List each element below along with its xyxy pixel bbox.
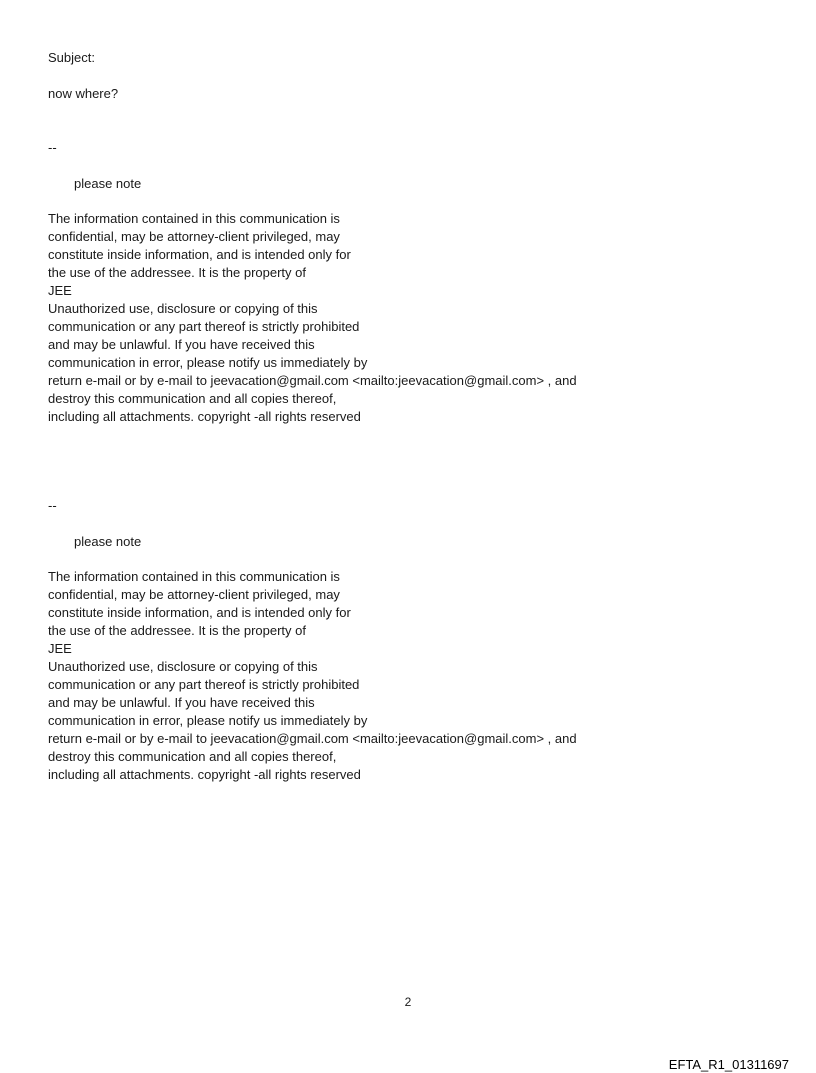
notice-line: destroy this communication and all copies thereof,	[48, 749, 337, 764]
document-id: EFTA_R1_01311697	[668, 1057, 789, 1072]
notice-line: communication in error, please notify us immediately by	[48, 713, 368, 728]
confidentiality-notice	[48, 210, 577, 426]
notice-line: destroy this communication and all copies thereof,	[48, 391, 337, 406]
notice-line: JEE	[48, 283, 72, 298]
notice-line: Unauthorized use, disclosure or copying of this	[48, 301, 318, 316]
subject-label: Subject:	[48, 50, 95, 65]
notice-line: constitute inside information, and is intended only for	[48, 247, 351, 262]
notice-line: JEE	[48, 641, 72, 656]
notice-line: communication in error, please notify us immediately by	[48, 355, 368, 370]
notice-line: return e-mail or by e-mail to jeevacation@gmail.com <mailto:jeevacation@gmail.com> , and	[48, 731, 577, 746]
notice-line: Unauthorized use, disclosure or copying of this	[48, 659, 318, 674]
notice-line: and may be unlawful. If you have received this	[48, 695, 315, 710]
signature-heading: please note	[74, 176, 142, 191]
signature-heading: please note	[74, 534, 142, 549]
notice-line: confidential, may be attorney-client privileged, may	[48, 587, 340, 602]
notice-line: including all attachments. copyright -all rights reserved	[48, 409, 361, 424]
notice-line: the use of the addressee. It is the property of	[48, 265, 306, 280]
notice-line: The information contained in this communication is	[48, 211, 340, 226]
page-number: 2	[404, 995, 412, 1009]
notice-line: confidential, may be attorney-client privileged, may	[48, 229, 340, 244]
email-body-text: now where?	[48, 86, 119, 101]
notice-line: return e-mail or by e-mail to jeevacation@gmail.com <mailto:jeevacation@gmail.com> , and	[48, 373, 577, 388]
confidentiality-notice	[48, 568, 577, 784]
notice-line: and may be unlawful. If you have received this	[48, 337, 315, 352]
signature-separator: --	[48, 498, 57, 513]
signature-separator: --	[48, 140, 57, 155]
notice-line: including all attachments. copyright -all rights reserved	[48, 767, 361, 782]
notice-line: constitute inside information, and is intended only for	[48, 605, 351, 620]
notice-line: communication or any part thereof is strictly prohibited	[48, 319, 360, 334]
notice-line: the use of the addressee. It is the property of	[48, 623, 306, 638]
notice-line: communication or any part thereof is strictly prohibited	[48, 677, 360, 692]
notice-line: The information contained in this communication is	[48, 569, 340, 584]
